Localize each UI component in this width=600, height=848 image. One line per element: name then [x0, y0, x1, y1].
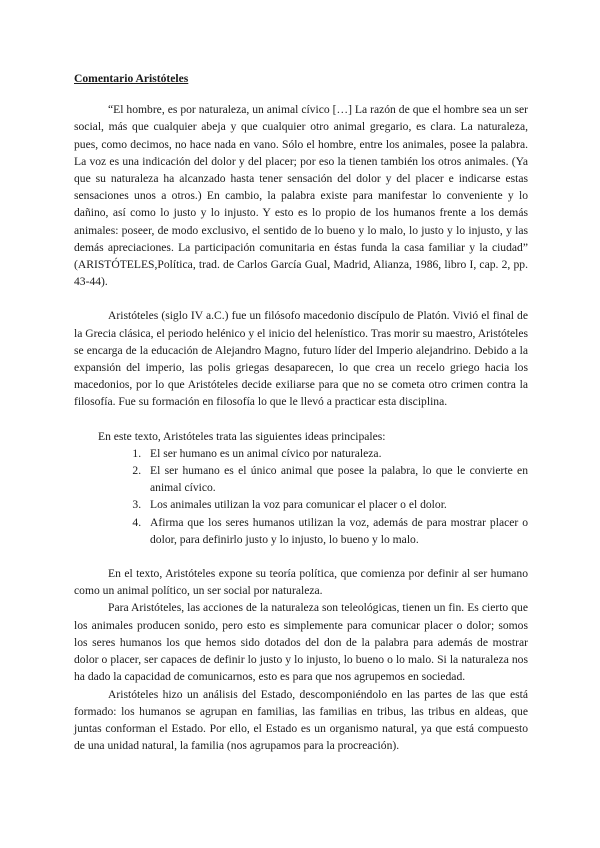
list-item: 2. El ser humano es el único animal que posee la palabra, lo que le convierte en animal cívico.	[144, 462, 528, 496]
quote-paragraph: “El hombre, es por naturaleza, un animal cívico […] La razón de que el hombre sea un ser social, más que cualquier abeja y que cualquier otro animal gregario, es clara. La naturaleza, pues, como decimos, no hace nada en vano. Sólo el hombre, entre los animales, posee la palabra. La voz es una indicación del dolor y del placer; por eso la tienen también los otros animales. (Ya que su naturaleza ha alcanzado hasta tener sensación del dolor y del placer e indicarse estas sensaciones unos a otros.) En cambio, la palabra existe para manifestar lo conveniente y lo dañino, así como lo justo y lo injusto. Y esto es lo propio de los humanos frente a los demás animales: poseer, de modo exclusivo, el sentido de lo bueno y lo malo, lo justo y lo injusto, y las demás apreciaciones. La participación comunitaria en éstas funda la casa familiar y la ciudad” (ARISTÓTELES,Política, trad. de Carlos García Gual, Madrid, Alianza, 1986, libro I, cap. 2, pp. 43-44).	[74, 103, 528, 289]
context-paragraph: Aristóteles (siglo IV a.C.) fue un filósofo macedonio discípulo de Platón. Vivió el final de la Grecia clásica, el periodo helénico y el inicio del helenístico. Tras morir su maestro, Aristóteles se encarga de la educación de Alejandro Magno, futuro líder del Imperio alejandrino. Debido a la expansión del imperio, las polis griegas desaparecen, lo que crea un recelo griego hacia los macedonios, por lo que Aristóteles decide exiliarse para que no se cometa otro crimen contra la filosofía. Fue su formación en filosofía lo que le llevó a practicar esta disciplina.	[74, 309, 528, 409]
analysis-paragraph-3: Aristóteles hizo un análisis del Estado, descomponiéndolo en las partes de las que está formado: los humanos se agrupan en familias, las familias en tribus, las tribus en aldeas, que juntas conforman el Estado. Por ello, el Estado es un organismo natural, ya que está compuesto de una unidad natural, la familia (nos agrupamos para la procreación).	[74, 687, 528, 753]
document-title: Comentario Aristóteles	[74, 72, 189, 85]
analysis-paragraph-2: Para Aristóteles, las acciones de la naturaleza son teleológicas, tienen un fin. Es cierto que los animales producen sonido, pero esto es simplemente para comunicar placer o dolor; somos los seres humanos los que hemos sido dotados del don de la palabra para además de mostrar dolor o placer, ser capaces de definir lo justo y lo injusto, lo bueno o lo malo. Si la naturaleza nos ha dado la capacidad de comunicarnos, esto es para que nos agrupemos en sociedad.	[74, 601, 528, 684]
spacer	[74, 548, 528, 565]
list-item: 3. Los animales utilizan la voz para comunicar el placer o el dolor.	[144, 496, 528, 513]
list-item: 4. Afirma que los seres humanos utilizan la voz, además de para mostrar placer o dolor, para definirlo justo y lo injusto, lo bueno y lo malo.	[144, 514, 528, 548]
spacer	[74, 290, 528, 307]
analysis-paragraph-1: En el texto, Aristóteles expone su teoría política, que comienza por definir al ser humano como un animal político, un ser social por naturaleza.	[74, 567, 528, 598]
ideas-list	[74, 445, 528, 548]
list-item: 1. El ser humano es un animal cívico por naturaleza.	[144, 445, 528, 462]
ideas-intro: En este texto, Aristóteles trata las siguientes ideas principales:	[98, 429, 386, 443]
document-page	[74, 70, 528, 754]
spacer	[74, 411, 528, 428]
